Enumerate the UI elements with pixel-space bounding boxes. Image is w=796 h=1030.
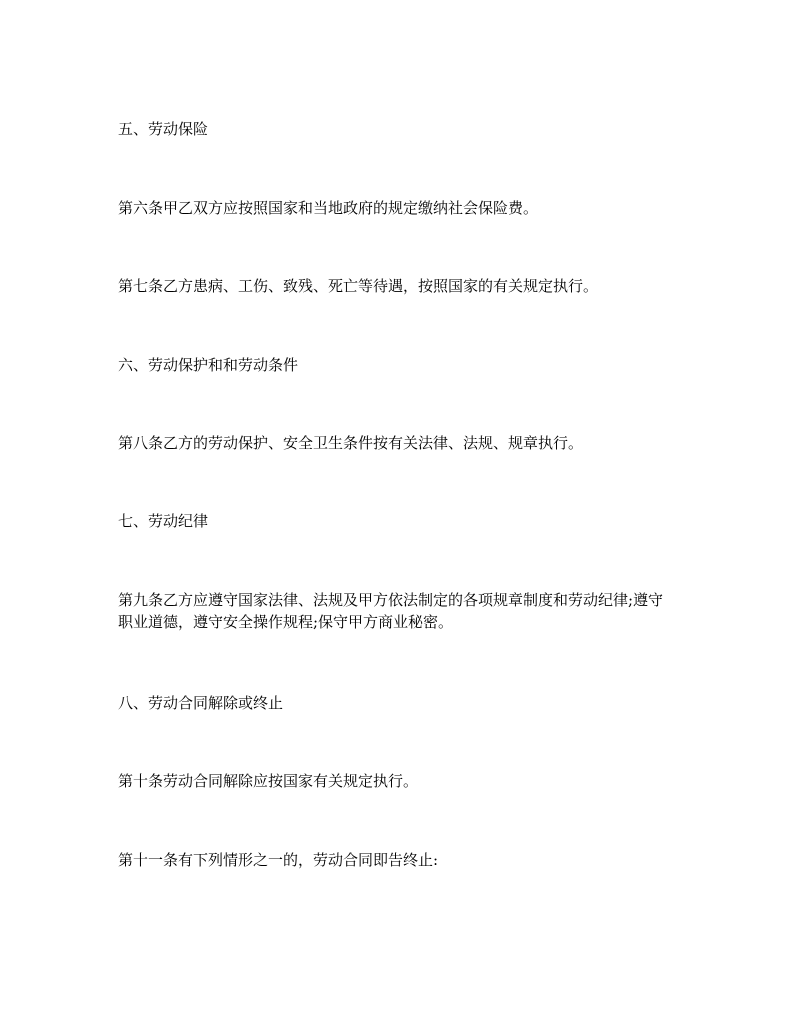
article-8: 第八条乙方的劳动保护、安全卫生条件按有关法律、法规、规章执行。 — [118, 434, 584, 452]
section-heading-labor-discipline: 七、劳动纪律 — [118, 512, 209, 530]
section-heading-labor-insurance: 五、劳动保险 — [118, 120, 209, 138]
article-6: 第六条甲乙双方应按照国家和当地政府的规定缴纳社会保险费。 — [118, 199, 539, 217]
section-heading-labor-protection: 六、劳动保护和和劳动条件 — [118, 356, 299, 374]
article-9: 第九条乙方应遵守国家法律、法规及甲方依法制定的各项规章制度和劳动纪律;遵守职业道德，遵守安全操作规程;保守甲方商业秘密。 — [118, 591, 664, 631]
section-heading-contract-termination: 八、劳动合同解除或终止 — [118, 694, 284, 712]
article-11: 第十一条有下列情形之一的，劳动合同即告终止: — [118, 851, 439, 869]
article-7: 第七条乙方患病、工伤、致残、死亡等待遇，按照国家的有关规定执行。 — [118, 277, 599, 295]
article-10: 第十条劳动合同解除应按国家有关规定执行。 — [118, 772, 419, 790]
